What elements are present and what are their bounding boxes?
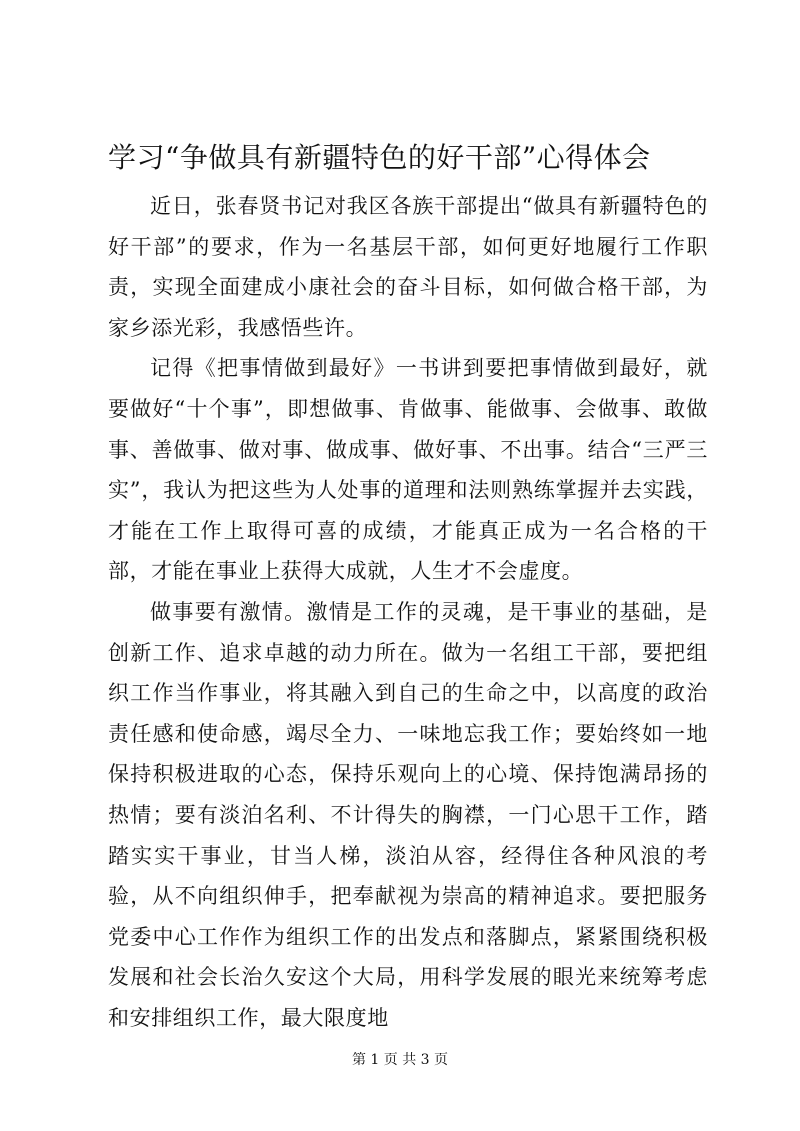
document-title: 学习“争做具有新疆特色的好干部”心得体会 (108, 141, 651, 174)
document-body (108, 186, 708, 1038)
paragraph-1: 近日，张春贤书记对我区各族干部提出“做具有新疆特色的好干部”的要求，作为一名基层干部，如何更好地履行工作职责，实现全面建成小康社会的奋斗目标，如何做合格干部，为家乡添光彩，我感悟些许。 (108, 194, 708, 340)
page-footer: 第 1 页 共 3 页 (351, 1052, 449, 1068)
paragraph-3: 做事要有激情。激情是工作的灵魂，是干事业的基础，是创新工作、追求卓越的动力所在。做为一名组工干部，要把组织工作当作事业，将其融入到自己的生命之中，以高度的政治责任感和使命感，竭尽全力、一味地忘我工作；要始终如一地保持积极进取的心态，保持乐观向上的心境、保持饱满昂扬的热情；要有淡泊名利、不计得失的胸襟，一门心思干工作，踏踏实实干事业，甘当人梯，淡泊从容，经得住各种风浪的考验，从不向组织伸手，把奉献视为崇高的精神追求。要把服务党委中心工作作为组织工作的出发点和落脚点，紧紧围绕积极发展和社会长治久安这个大局，用科学发展的眼光来统筹考虑和安排组织工作，最大限度地 (108, 599, 708, 1030)
paragraph-2: 记得《把事情做到最好》一书讲到要把事情做到最好，就要做好“十个事”，即想做事、肯做事、能做事、会做事、敢做事、善做事、做对事、做成事、做好事、不出事。结合“三严三实”，我认为把这些为人处事的道理和法则熟练掌握并去实践，才能在工作上取得可喜的成绩，才能真正成为一名合格的干部，才能在事业上获得大成就，人生才不会虚度。 (108, 356, 708, 584)
